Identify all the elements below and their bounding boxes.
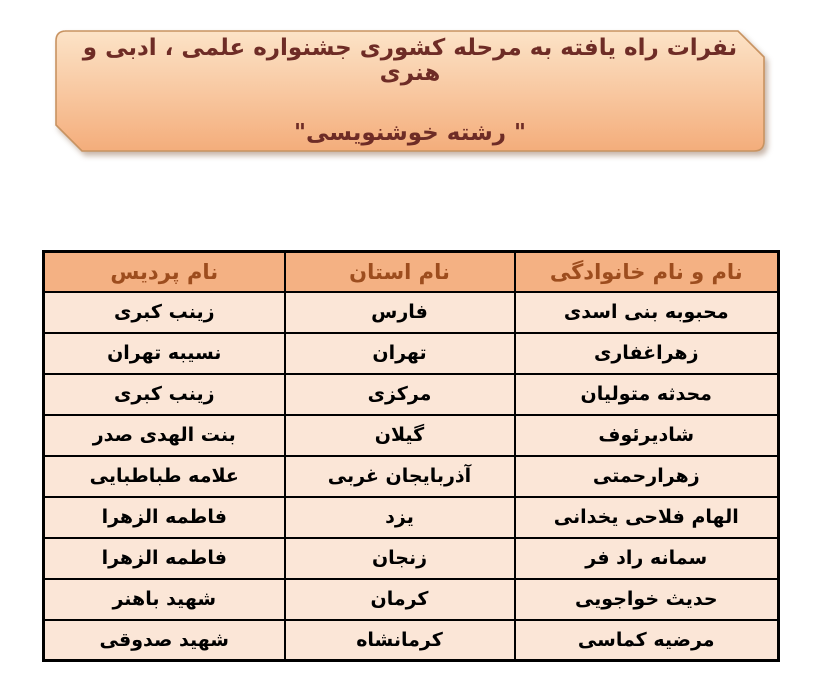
table-row xyxy=(44,538,779,579)
banner-title xyxy=(55,30,765,152)
cell-full-name: شادیرئوف xyxy=(515,415,779,456)
cell-full-name: الهام فلاحی یخدانی xyxy=(515,497,779,538)
cell-full-name: سمانه راد فر xyxy=(515,538,779,579)
cell-campus: علامه طباطبایی xyxy=(44,456,285,497)
cell-full-name: حدیث خواجویی xyxy=(515,579,779,620)
banner-title-line2: " رشته خوشنویسی" xyxy=(294,119,526,146)
cell-province: گیلان xyxy=(285,415,515,456)
cell-campus: فاطمه الزهرا xyxy=(44,538,285,579)
cell-campus: بنت الهدی صدر xyxy=(44,415,285,456)
cell-province: آذربایجان غربی xyxy=(285,456,515,497)
cell-full-name: زهراغفاری xyxy=(515,333,779,374)
table-row xyxy=(44,374,779,415)
cell-province: کرمان xyxy=(285,579,515,620)
header-cell-province: نام استان xyxy=(285,252,515,292)
cell-full-name: محبوبه بنی اسدی xyxy=(515,292,779,333)
cell-province: یزد xyxy=(285,497,515,538)
cell-full-name: محدثه متولیان xyxy=(515,374,779,415)
cell-campus: شهید باهنر xyxy=(44,579,285,620)
cell-campus: فاطمه الزهرا xyxy=(44,497,285,538)
banner-title-line1: نفرات راه یافته به مرحله کشوری جشنواره علمی ، ادبی و هنری xyxy=(82,35,738,87)
table-header-row xyxy=(44,252,779,292)
cell-full-name: مرضیه کماسی xyxy=(515,620,779,661)
table-row xyxy=(44,456,779,497)
cell-province: مرکزی xyxy=(285,374,515,415)
cell-campus: شهید صدوقی xyxy=(44,620,285,661)
header-cell-full-name: نام و نام خانوادگی xyxy=(515,252,779,292)
cell-campus: نسیبه تهران xyxy=(44,333,285,374)
table-row xyxy=(44,497,779,538)
table-row xyxy=(44,292,779,333)
cell-province: زنجان xyxy=(285,538,515,579)
results-table xyxy=(42,250,780,662)
table-row xyxy=(44,415,779,456)
title-banner xyxy=(55,30,765,152)
table-row xyxy=(44,620,779,661)
table-row xyxy=(44,333,779,374)
header-cell-campus: نام پردیس xyxy=(44,252,285,292)
table-row xyxy=(44,579,779,620)
cell-province: کرمانشاه xyxy=(285,620,515,661)
cell-full-name: زهرارحمتی xyxy=(515,456,779,497)
cell-campus: زینب کبری xyxy=(44,374,285,415)
cell-province: تهران xyxy=(285,333,515,374)
cell-province: فارس xyxy=(285,292,515,333)
cell-campus: زینب کبری xyxy=(44,292,285,333)
